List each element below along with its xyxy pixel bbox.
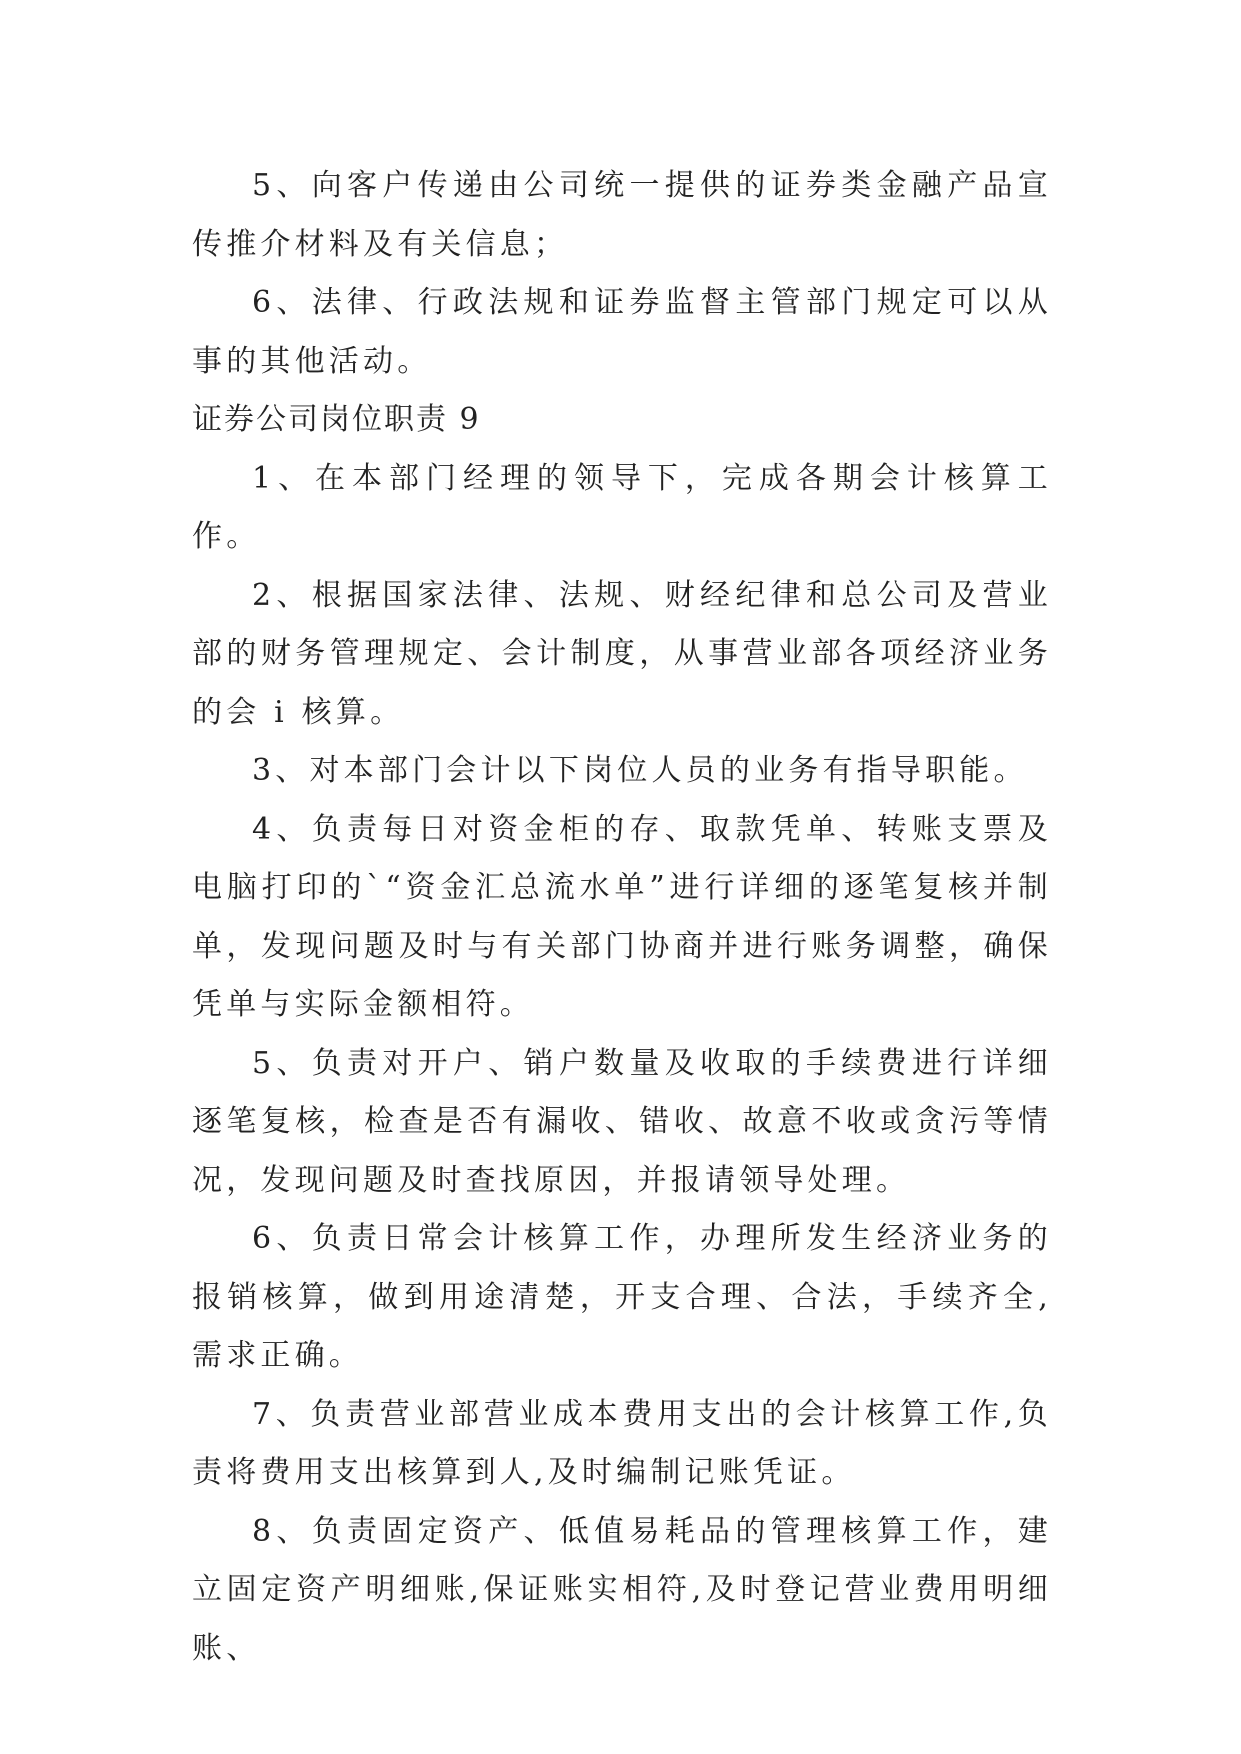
paragraph-duty-1: 1、在本部门经理的领导下，完成各期会计核算工作。 [192, 460, 1052, 554]
paragraph-duty-8: 8、负责固定资产、低值易耗品的管理核算工作，建立固定资产明细账,保证账实相符,及时登记营业费用明细账、 [192, 1513, 1052, 1666]
paragraph-duty-2: 2、根据国家法律、法规、财经纪律和总公司及营业部的财务管理规定、会计制度，从事营业部各项经济业务的会 i 核算。 [192, 577, 1052, 730]
paragraph-duty-3: 3、对本部门会计以下岗位人员的业务有指导职能。 [252, 753, 1028, 788]
section-heading: 证券公司岗位职责 9 [192, 402, 481, 437]
document-body [192, 157, 1052, 1678]
paragraph-duty-7: 7、负责营业部营业成本费用支出的会计核算工作,负责将费用支出核算到人,及时编制记账凭证。 [192, 1396, 1052, 1490]
paragraph-duty-6: 6、负责日常会计核算工作，办理所发生经济业务的报销核算，做到用途清楚，开支合理、合法，手续齐全,需求正确。 [192, 1221, 1052, 1373]
paragraph-item-6-other-activities: 6、法律、行政法规和证券监督主管部门规定可以从事的其他活动。 [192, 285, 1052, 379]
paragraph-item-5-promotion: 5、向客户传递由公司统一提供的证券类金融产品宣传推介材料及有关信息； [192, 168, 1052, 262]
paragraph-duty-4: 4、负责每日对资金柜的存、取款凭单、转账支票及电脑打印的`“资金汇总流水单”进行详细的逐笔复核并制单，发现问题及时与有关部门协商并进行账务调整，确保凭单与实际金额相符。 [192, 811, 1052, 1022]
paragraph-duty-5: 5、负责对开户、销户数量及收取的手续费进行详细逐笔复核，检查是否有漏收、错收、故意不收或贪污等情况，发现问题及时查找原因，并报请领导处理。 [192, 1045, 1052, 1198]
